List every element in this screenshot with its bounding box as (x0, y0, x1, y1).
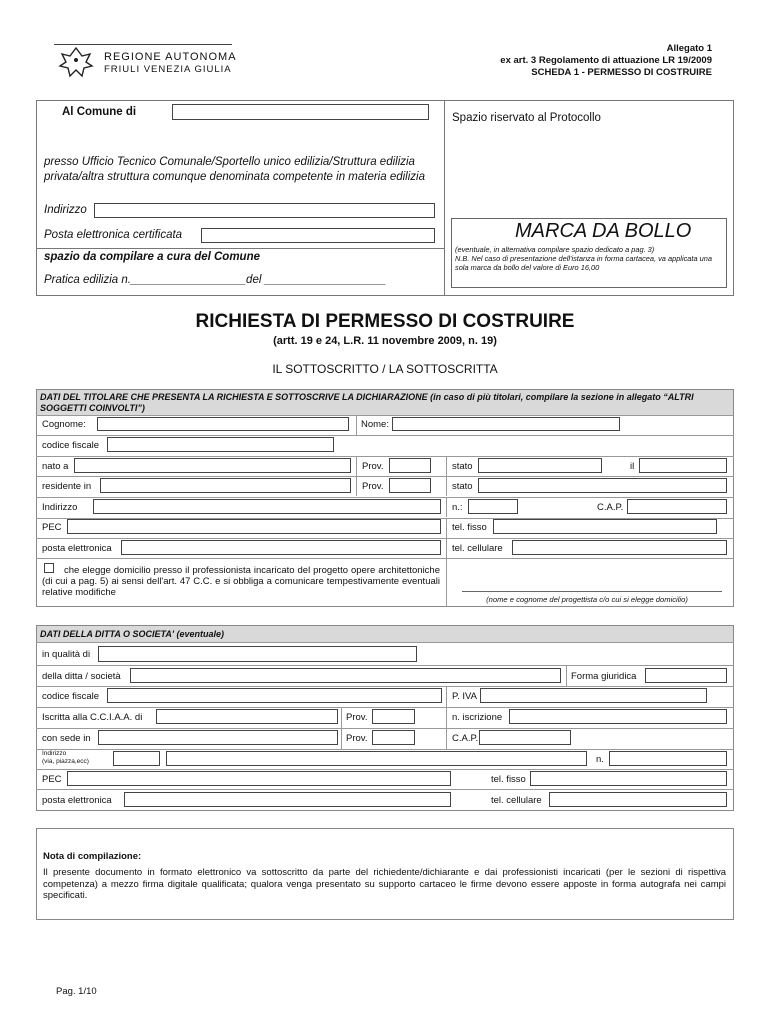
al-comune-label: Al Comune di (62, 106, 137, 118)
ditta-civico-input[interactable] (609, 751, 727, 766)
residente-input[interactable] (100, 478, 351, 493)
tel-fisso-tit-label: tel. fisso (452, 522, 487, 533)
nato-prov-label: Prov. (362, 461, 384, 472)
ditta-pec-input[interactable] (67, 771, 451, 786)
sede-prov-label: Prov. (346, 733, 368, 744)
ditta-tel-fisso-input[interactable] (530, 771, 727, 786)
iscrizione-label: n. iscrizione (452, 712, 503, 723)
nato-input[interactable] (74, 458, 351, 473)
ditta-label: della ditta / società (42, 671, 121, 682)
page-title: RICHIESTA DI PERMESSO DI COSTRUIRE (195, 311, 575, 332)
ditta-indirizzo-input-2[interactable] (166, 751, 587, 766)
tel-fisso-tit-input[interactable] (493, 519, 717, 534)
progettista-line[interactable] (462, 591, 722, 592)
posta-tit-label: posta elettronica (42, 543, 112, 554)
domicilio-note: (nome e cognome del progettista c/o cui si elegge domicilio) (486, 595, 688, 604)
res-stato-label: stato (452, 481, 473, 492)
cognome-label: Cognome: (42, 419, 86, 430)
region-logo (56, 44, 96, 82)
sottoscritto-title: IL SOTTOSCRITTO / LA SOTTOSCRITTA (272, 362, 498, 376)
sede-cap-label: C.A.P. (452, 733, 479, 744)
domicilio-text-content: che elegge domicilio presso il professionista incaricato del progetto opere architettoniche (di cui a pag. 5) ai sensi dell'art. 47 C.C. e si obbliga a comunicare tempestivamente eventuali relative modifiche (42, 565, 440, 598)
ditta-cf-input[interactable] (107, 688, 442, 703)
nato-stato-input[interactable] (478, 458, 602, 473)
comune-pec-input[interactable] (201, 228, 435, 243)
civico-input[interactable] (468, 499, 518, 514)
nota-title: Nota di compilazione: (43, 851, 142, 862)
region-name-1: REGIONE AUTONOMA (104, 51, 237, 63)
res-stato-input[interactable] (478, 478, 727, 493)
qualita-input[interactable] (98, 646, 417, 662)
piva-label: P. IVA (452, 691, 477, 702)
nato-prov-input[interactable] (389, 458, 431, 473)
sede-input[interactable] (98, 730, 338, 745)
residente-label: residente in (42, 481, 92, 492)
cap-tit-label: C.A.P. (597, 502, 624, 513)
piva-input[interactable] (480, 688, 707, 703)
ditta-tel-cell-input[interactable] (549, 792, 727, 807)
cciaa-label: Iscritta alla C.C.I.A.A. di (42, 712, 143, 723)
ditta-posta-input[interactable] (124, 792, 451, 807)
ditta-indirizzo-input-1[interactable] (113, 751, 160, 766)
ditta-posta-label: posta elettronica (42, 795, 112, 806)
nome-input[interactable] (392, 417, 620, 431)
cap-tit-input[interactable] (627, 499, 727, 514)
tel-cell-tit-label: tel. cellulare (452, 543, 503, 554)
ditta-indirizzo-label: Indirizzo (42, 750, 67, 757)
pec-label: Posta elettronica certificata (44, 229, 183, 241)
cognome-input[interactable] (97, 417, 349, 431)
ditta-tel-fisso-label: tel. fisso (491, 774, 526, 785)
cciaa-input[interactable] (156, 709, 338, 724)
comune-indirizzo-input[interactable] (94, 203, 435, 218)
marca-note: (eventuale, in alternativa compilare spazio dedicato a pag. 3) (455, 245, 655, 254)
sede-cap-input[interactable] (479, 730, 571, 745)
nato-label: nato a (42, 461, 69, 472)
qualita-label: in qualità di (42, 649, 91, 660)
ditta-input[interactable] (130, 668, 561, 683)
pec-tit-input[interactable] (67, 519, 441, 534)
pratica-label: Pratica edilizia n.__________________del ___________________ (44, 274, 387, 286)
indirizzo-tit-label: Indirizzo (42, 502, 78, 513)
posta-tit-input[interactable] (121, 540, 441, 555)
pec-tit-label: PEC (42, 522, 62, 533)
res-prov-label: Prov. (362, 481, 384, 492)
sede-label: con sede in (42, 733, 91, 744)
il-label: il (630, 461, 635, 472)
civico-label: n.: (452, 502, 463, 513)
ditta-heading: DATI DELLA DITTA O SOCIETA' (eventuale) (37, 626, 733, 642)
comune-input[interactable] (172, 104, 429, 120)
regolamento-label: ex art. 3 Regolamento di attuazione LR 19/2009 (500, 55, 712, 66)
iscrizione-input[interactable] (509, 709, 727, 724)
eagle-icon (56, 44, 96, 82)
forma-label: Forma giuridica (571, 671, 637, 682)
ditta-tel-cell-label: tel. cellulare (491, 795, 542, 806)
titolare-heading: DATI DEL TITOLARE CHE PRESENTA LA RICHIESTA E SOTTOSCRIVE LA DICHIARAZIONE (in caso di più titolari, compilare la sezione in allegato “ALTRI SOGGETTI COINVOLTI”) (37, 390, 733, 415)
ditta-cf-label: codice fiscale (42, 691, 100, 702)
ditta-civico-label: n. (596, 754, 604, 765)
res-prov-input[interactable] (389, 478, 431, 493)
ditta-pec-label: PEC (42, 774, 62, 785)
marca-nb: N.B. Nel caso di presentazione dell'istanza in forma cartacea, va applicata una sola marca da bollo del valore di Euro 16,00 (455, 254, 712, 272)
ditta-indirizzo-hint: (via, piazza,ecc) (42, 758, 89, 765)
allegato-label: Allegato 1 (666, 43, 712, 54)
cciaa-prov-label: Prov. (346, 712, 368, 723)
indirizzo-label: Indirizzo (44, 204, 87, 216)
marca-title: MARCA DA BOLLO (515, 220, 692, 242)
nato-stato-label: stato (452, 461, 473, 472)
cciaa-prov-input[interactable] (372, 709, 415, 724)
scheda-label: SCHEDA 1 - PERMESSO DI COSTRUIRE (531, 67, 712, 78)
cf-input[interactable] (107, 437, 334, 452)
presso-text: presso Ufficio Tecnico Comunale/Sportello unico edilizia/Struttura edilizia privata/altra struttura comunque denominata competente in materia edilizia (44, 156, 425, 183)
domicilio-text (42, 565, 440, 598)
cf-label: codice fiscale (42, 440, 100, 451)
nota-text: Il presente documento in formato elettronico va sottoscritto da parte del richiedente/dichiarante e dai professionisti incaricati (per le sezioni di rispettiva competenza) a mezzo firma digitale qualificata; qualora venga presentato su supporto cartaceo le firme devono essere apposte in forma autografa nei campi specificati. (43, 867, 726, 901)
protocollo-label: Spazio riservato al Protocollo (452, 112, 601, 124)
nato-data-input[interactable] (639, 458, 727, 473)
tel-cell-tit-input[interactable] (512, 540, 727, 555)
nome-label: Nome: (361, 419, 389, 430)
region-name-2: FRIULI VENEZIA GIULIA (104, 64, 232, 75)
page-number: Pag. 1/10 (56, 986, 97, 997)
logo-rule (54, 44, 232, 45)
spazio-comune-label: spazio da compilare a cura del Comune (44, 251, 261, 263)
forma-input[interactable] (645, 668, 727, 683)
page-subtitle: (artt. 19 e 24, L.R. 11 novembre 2009, n. 19) (273, 335, 497, 347)
sede-prov-input[interactable] (372, 730, 415, 745)
indirizzo-tit-input[interactable] (93, 499, 441, 514)
